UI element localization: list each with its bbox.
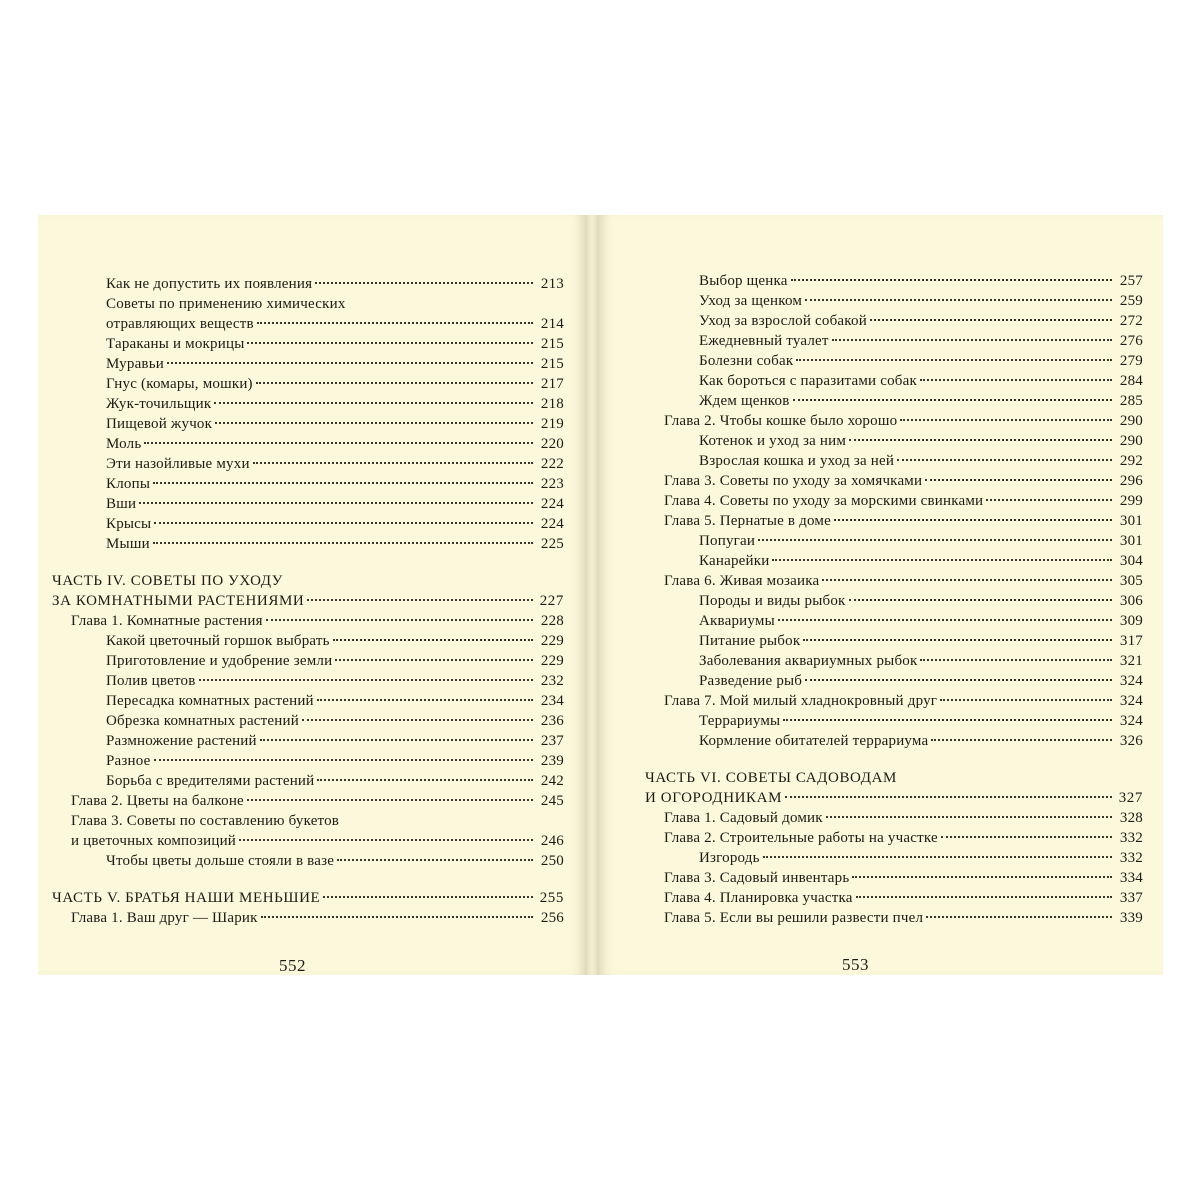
toc-section-entry xyxy=(52,771,564,791)
toc-entry-title: Котенок и уход за ним xyxy=(699,433,847,449)
toc-section-entry xyxy=(52,731,564,751)
toc-chapter-entry xyxy=(645,908,1143,928)
toc-leader-dots xyxy=(302,719,533,721)
toc-page-number: 296 xyxy=(1119,473,1143,489)
toc-section-entry xyxy=(645,371,1143,391)
toc-entry-title: Пересадка комнатных растений xyxy=(106,693,314,709)
toc-page-number: 239 xyxy=(540,753,564,769)
toc-leader-dots xyxy=(900,419,1112,421)
toc-section-entry xyxy=(645,351,1143,371)
toc-section-entry xyxy=(52,671,564,691)
toc-page-number: 292 xyxy=(1119,453,1143,469)
toc-part-heading xyxy=(645,768,1143,788)
toc-page-number: 237 xyxy=(540,733,564,749)
toc-entry-title: Заболевания аквариумных рыбок xyxy=(699,653,918,669)
toc-entry-title: Клопы xyxy=(106,476,151,492)
toc-entry-title: Глава 1. Комнатные растения xyxy=(71,613,263,629)
toc-entry-title: Крысы xyxy=(106,516,152,532)
toc-leader-dots xyxy=(215,422,533,424)
right-page-number: 553 xyxy=(842,955,869,974)
toc-page-number: 337 xyxy=(1119,890,1143,906)
toc-section-entry xyxy=(52,414,564,434)
toc-entry-title: Попугаи xyxy=(699,533,756,549)
toc-page-number: 222 xyxy=(540,456,564,472)
toc-part-heading xyxy=(52,888,564,908)
toc-chapter-entry xyxy=(52,811,564,831)
toc-section-entry xyxy=(645,611,1143,631)
toc-entry-title: Советы по применению химических xyxy=(106,296,346,312)
toc-leader-dots xyxy=(167,362,533,364)
toc-chapter-entry xyxy=(645,511,1143,531)
toc-leader-dots xyxy=(154,522,533,524)
toc-chapter-entry xyxy=(645,691,1143,711)
toc-entry-title: Глава 7. Мой милый хладнокровный друг xyxy=(664,693,938,709)
toc-section-entry xyxy=(52,751,564,771)
toc-page-number: 225 xyxy=(540,536,564,552)
toc-section-entry xyxy=(645,331,1143,351)
toc-leader-dots xyxy=(832,339,1112,341)
right-toc-list xyxy=(645,271,1143,928)
toc-page-number: 255 xyxy=(539,890,564,906)
toc-part-heading xyxy=(52,571,564,591)
toc-leader-dots xyxy=(307,599,533,601)
toc-entry-title: ЧАСТЬ V. БРАТЬЯ НАШИ МЕНЬШИЕ xyxy=(52,890,321,906)
toc-chapter-entry xyxy=(645,571,1143,591)
toc-section-entry xyxy=(52,434,564,454)
toc-entry-title: Полив цветов xyxy=(106,673,196,689)
toc-entry-title: Выбор щенка xyxy=(699,273,788,289)
toc-page-number: 276 xyxy=(1119,333,1143,349)
toc-leader-dots xyxy=(317,779,533,781)
toc-leader-dots xyxy=(783,719,1112,721)
toc-leader-dots xyxy=(931,739,1112,741)
toc-chapter-entry xyxy=(645,471,1143,491)
toc-section-entry xyxy=(52,711,564,731)
toc-entry-title: Мыши xyxy=(106,536,150,552)
toc-leader-dots xyxy=(986,499,1112,501)
toc-leader-dots xyxy=(791,279,1112,281)
toc-section-entry xyxy=(52,334,564,354)
toc-entry-title: Ждем щенков xyxy=(699,393,790,409)
toc-chapter-entry xyxy=(52,611,564,631)
toc-section-entry xyxy=(52,474,564,494)
toc-page-number: 324 xyxy=(1119,693,1143,709)
toc-leader-dots xyxy=(785,796,1112,798)
toc-entry-title: Глава 2. Чтобы кошке было хорошо xyxy=(664,413,898,429)
toc-chapter-entry xyxy=(52,908,564,928)
toc-leader-dots xyxy=(154,759,534,761)
toc-section-entry xyxy=(52,534,564,554)
toc-page-number: 245 xyxy=(540,793,564,809)
toc-leader-dots xyxy=(337,859,533,861)
toc-entry-title: ЗА КОМНАТНЫМИ РАСТЕНИЯМИ xyxy=(52,593,305,609)
toc-entry-title: Глава 3. Садовый инвентарь xyxy=(664,870,850,886)
toc-entry-title: Аквариумы xyxy=(699,613,775,629)
toc-leader-dots xyxy=(247,799,533,801)
toc-entry-title: Глава 3. Советы по уходу за хомячками xyxy=(664,473,923,489)
toc-page-number: 229 xyxy=(540,653,564,669)
toc-section-entry xyxy=(52,354,564,374)
toc-entry-title: Как бороться с паразитами собак xyxy=(699,373,917,389)
toc-entry-title: Обрезка комнатных растений xyxy=(106,713,299,729)
toc-leader-dots xyxy=(793,399,1112,401)
toc-leader-dots xyxy=(139,502,533,504)
toc-page-number: 215 xyxy=(540,336,564,352)
toc-page-number: 242 xyxy=(540,773,564,789)
toc-section-entry xyxy=(645,291,1143,311)
toc-page-number: 339 xyxy=(1119,910,1143,926)
toc-part-heading xyxy=(52,591,564,611)
toc-page-number: 326 xyxy=(1119,733,1143,749)
toc-chapter-entry xyxy=(645,888,1143,908)
toc-page-number: 224 xyxy=(540,516,564,532)
toc-page-number: 304 xyxy=(1119,553,1143,569)
toc-entry-title: Ежедневный туалет xyxy=(699,333,829,349)
toc-page-number: 332 xyxy=(1119,850,1143,866)
toc-page-number: 215 xyxy=(540,356,564,372)
toc-leader-dots xyxy=(805,299,1112,301)
toc-entry-title: Глава 2. Строительные работы на участке xyxy=(664,830,938,846)
toc-leader-dots xyxy=(849,439,1112,441)
toc-section-entry xyxy=(52,494,564,514)
toc-section-entry xyxy=(52,294,564,314)
toc-entry-title: Как не допустить их появления xyxy=(106,276,313,292)
toc-entry-title: Глава 3. Советы по составлению букетов xyxy=(71,813,340,829)
toc-entry-title: Моль xyxy=(106,436,142,452)
toc-section-entry xyxy=(645,671,1143,691)
toc-section-entry xyxy=(52,851,564,871)
toc-leader-dots xyxy=(920,659,1112,661)
toc-section-entry xyxy=(645,271,1143,291)
toc-entry-title: Глава 2. Цветы на балконе xyxy=(71,793,244,809)
toc-leader-dots xyxy=(153,482,533,484)
toc-page-number: 305 xyxy=(1119,573,1143,589)
toc-section-entry xyxy=(645,551,1143,571)
left-toc-list xyxy=(52,274,564,928)
toc-page-number: 301 xyxy=(1119,513,1143,529)
toc-section-entry xyxy=(52,274,564,294)
toc-page-number: 299 xyxy=(1119,493,1143,509)
toc-page-number: 317 xyxy=(1119,633,1143,649)
toc-leader-dots xyxy=(920,379,1112,381)
toc-entry-title: Какой цветочный горшок выбрать xyxy=(106,633,330,649)
toc-section-entry xyxy=(645,531,1143,551)
toc-leader-dots xyxy=(323,896,533,898)
toc-section-entry xyxy=(52,651,564,671)
toc-chapter-entry xyxy=(645,491,1143,511)
toc-entry-title: Террариумы xyxy=(699,713,781,729)
toc-section-entry xyxy=(645,451,1143,471)
toc-entry-title: и цветочных композиций xyxy=(71,833,237,849)
toc-chapter-entry xyxy=(645,868,1143,888)
toc-page-number: 272 xyxy=(1119,313,1143,329)
toc-page-number: 328 xyxy=(1119,810,1143,826)
left-page-number: 552 xyxy=(279,956,306,975)
toc-leader-dots xyxy=(260,739,533,741)
toc-entry-title: ЧАСТЬ VI. СОВЕТЫ САДОВОДАМ xyxy=(645,770,897,786)
toc-page-number: 232 xyxy=(540,673,564,689)
toc-leader-dots xyxy=(856,896,1112,898)
toc-leader-dots xyxy=(822,579,1112,581)
toc-leader-dots xyxy=(257,322,533,324)
right-page xyxy=(597,215,1163,975)
toc-page-number: 279 xyxy=(1119,353,1143,369)
toc-section-entry xyxy=(52,514,564,534)
toc-leader-dots xyxy=(144,442,533,444)
toc-page-number: 332 xyxy=(1119,830,1143,846)
toc-leader-dots xyxy=(940,699,1112,701)
toc-leader-dots xyxy=(214,402,533,404)
toc-entry-title: Уход за щенком xyxy=(699,293,803,309)
toc-section-entry xyxy=(52,374,564,394)
toc-page-number: 228 xyxy=(540,613,564,629)
toc-chapter-entry xyxy=(645,808,1143,828)
toc-page-number: 220 xyxy=(540,436,564,452)
toc-entry-title: Питание рыбок xyxy=(699,633,801,649)
toc-page-number: 309 xyxy=(1119,613,1143,629)
toc-leader-dots xyxy=(826,816,1112,818)
toc-page-number: 246 xyxy=(540,833,564,849)
toc-section-entry xyxy=(52,691,564,711)
toc-entry-title: Глава 6. Живая мозаика xyxy=(664,573,820,589)
toc-leader-dots xyxy=(763,856,1112,858)
toc-leader-dots xyxy=(261,916,533,918)
toc-page-number: 227 xyxy=(539,593,564,609)
toc-leader-dots xyxy=(758,539,1112,541)
toc-entry-title: ЧАСТЬ IV. СОВЕТЫ ПО УХОДУ xyxy=(52,573,283,589)
toc-page-number: 290 xyxy=(1119,413,1143,429)
toc-entry-title: Взрослая кошка и уход за ней xyxy=(699,453,895,469)
toc-page-number: 324 xyxy=(1119,713,1143,729)
toc-entry-title: Тараканы и мокрицы xyxy=(106,336,245,352)
toc-entry-title: Канарейки xyxy=(699,553,770,569)
toc-entry-title: Чтобы цветы дольше стояли в вазе xyxy=(106,853,335,869)
toc-section-entry xyxy=(645,848,1143,868)
toc-entry-title: И ОГОРОДНИКАМ xyxy=(645,790,783,806)
toc-leader-dots xyxy=(805,679,1112,681)
toc-entry-title: Глава 1. Садовый домик xyxy=(664,810,823,826)
toc-section-entry xyxy=(645,631,1143,651)
toc-leader-dots xyxy=(239,839,533,841)
toc-leader-dots xyxy=(849,599,1112,601)
toc-chapter-entry xyxy=(52,831,564,851)
toc-page-number: 229 xyxy=(540,633,564,649)
toc-leader-dots xyxy=(256,382,533,384)
toc-leader-dots xyxy=(941,836,1112,838)
toc-spacer xyxy=(52,871,564,888)
toc-page-number: 224 xyxy=(540,496,564,512)
toc-section-entry xyxy=(645,311,1143,331)
toc-entry-title: Глава 5. Если вы решили развести пчел xyxy=(664,910,924,926)
toc-page-number: 256 xyxy=(540,910,564,926)
toc-page-number: 213 xyxy=(540,276,564,292)
toc-leader-dots xyxy=(803,639,1112,641)
toc-entry-title: Уход за взрослой собакой xyxy=(699,313,867,329)
toc-page-number: 217 xyxy=(540,376,564,392)
toc-leader-dots xyxy=(317,699,533,701)
toc-page-number: 218 xyxy=(540,396,564,412)
toc-entry-title: Глава 4. Планировка участка xyxy=(664,890,853,906)
toc-leader-dots xyxy=(266,619,533,621)
toc-section-entry xyxy=(645,391,1143,411)
toc-section-entry xyxy=(645,431,1143,451)
toc-entry-title: Разведение рыб xyxy=(699,673,803,689)
toc-spacer xyxy=(52,554,564,571)
toc-entry-title: Муравьи xyxy=(106,356,164,372)
toc-leader-dots xyxy=(852,876,1112,878)
left-page xyxy=(38,215,587,975)
toc-spacer xyxy=(645,751,1143,768)
toc-entry-title: Эти назойливые мухи xyxy=(106,456,250,472)
toc-page-number: 290 xyxy=(1119,433,1143,449)
toc-page-number: 301 xyxy=(1119,533,1143,549)
toc-page-number: 223 xyxy=(540,476,564,492)
toc-page-number: 327 xyxy=(1118,790,1143,806)
toc-entry-title: Приготовление и удобрение земли xyxy=(106,653,333,669)
toc-leader-dots xyxy=(870,319,1112,321)
toc-leader-dots xyxy=(834,519,1112,521)
toc-section-entry xyxy=(52,454,564,474)
toc-page-number: 257 xyxy=(1119,273,1143,289)
toc-page-number: 334 xyxy=(1119,870,1143,886)
toc-chapter-entry xyxy=(52,791,564,811)
toc-section-entry xyxy=(645,731,1143,751)
toc-page-number: 324 xyxy=(1119,673,1143,689)
toc-leader-dots xyxy=(796,359,1112,361)
toc-entry-title: Вши xyxy=(106,496,137,512)
toc-section-entry xyxy=(52,631,564,651)
toc-leader-dots xyxy=(926,916,1112,918)
toc-leader-dots xyxy=(315,282,533,284)
toc-leader-dots xyxy=(153,542,533,544)
toc-section-entry xyxy=(645,651,1143,671)
toc-chapter-entry xyxy=(645,411,1143,431)
toc-entry-title: Породы и виды рыбок xyxy=(699,593,846,609)
toc-page-number: 219 xyxy=(540,416,564,432)
toc-entry-title: Кормление обитателей террариума xyxy=(699,733,929,749)
toc-section-entry xyxy=(645,711,1143,731)
toc-entry-title: Борьба с вредителями растений xyxy=(106,773,315,789)
book-gutter xyxy=(587,215,597,975)
toc-chapter-entry xyxy=(645,828,1143,848)
toc-page-number: 236 xyxy=(540,713,564,729)
toc-section-entry xyxy=(52,314,564,334)
toc-entry-title: Пищевой жучок xyxy=(106,416,213,432)
toc-entry-title: Гнус (комары, мошки) xyxy=(106,376,253,392)
toc-entry-title: отравляющих веществ xyxy=(106,316,254,332)
toc-page-number: 321 xyxy=(1119,653,1143,669)
toc-leader-dots xyxy=(925,479,1112,481)
toc-entry-title: Глава 5. Пернатые в доме xyxy=(664,513,831,529)
toc-section-entry xyxy=(52,394,564,414)
toc-leader-dots xyxy=(199,679,534,681)
toc-leader-dots xyxy=(247,342,533,344)
toc-entry-title: Изгородь xyxy=(699,850,760,866)
toc-leader-dots xyxy=(778,619,1112,621)
toc-section-entry xyxy=(645,591,1143,611)
toc-entry-title: Разное xyxy=(106,753,151,769)
toc-page-number: 214 xyxy=(540,316,564,332)
toc-leader-dots xyxy=(772,559,1112,561)
toc-page-number: 284 xyxy=(1119,373,1143,389)
toc-entry-title: Глава 4. Советы по уходу за морскими свинками xyxy=(664,493,984,509)
toc-leader-dots xyxy=(253,462,533,464)
toc-entry-title: Глава 1. Ваш друг — Шарик xyxy=(71,910,258,926)
toc-leader-dots xyxy=(897,459,1112,461)
toc-leader-dots xyxy=(335,659,533,661)
toc-page-number: 250 xyxy=(540,853,564,869)
toc-page-number: 306 xyxy=(1119,593,1143,609)
toc-leader-dots xyxy=(333,639,533,641)
toc-part-heading xyxy=(645,788,1143,808)
toc-page-number: 259 xyxy=(1119,293,1143,309)
toc-page-number: 234 xyxy=(540,693,564,709)
toc-page-number: 285 xyxy=(1119,393,1143,409)
toc-entry-title: Размножение растений xyxy=(106,733,257,749)
toc-entry-title: Жук-точильщик xyxy=(106,396,212,412)
toc-entry-title: Болезни собак xyxy=(699,353,794,369)
